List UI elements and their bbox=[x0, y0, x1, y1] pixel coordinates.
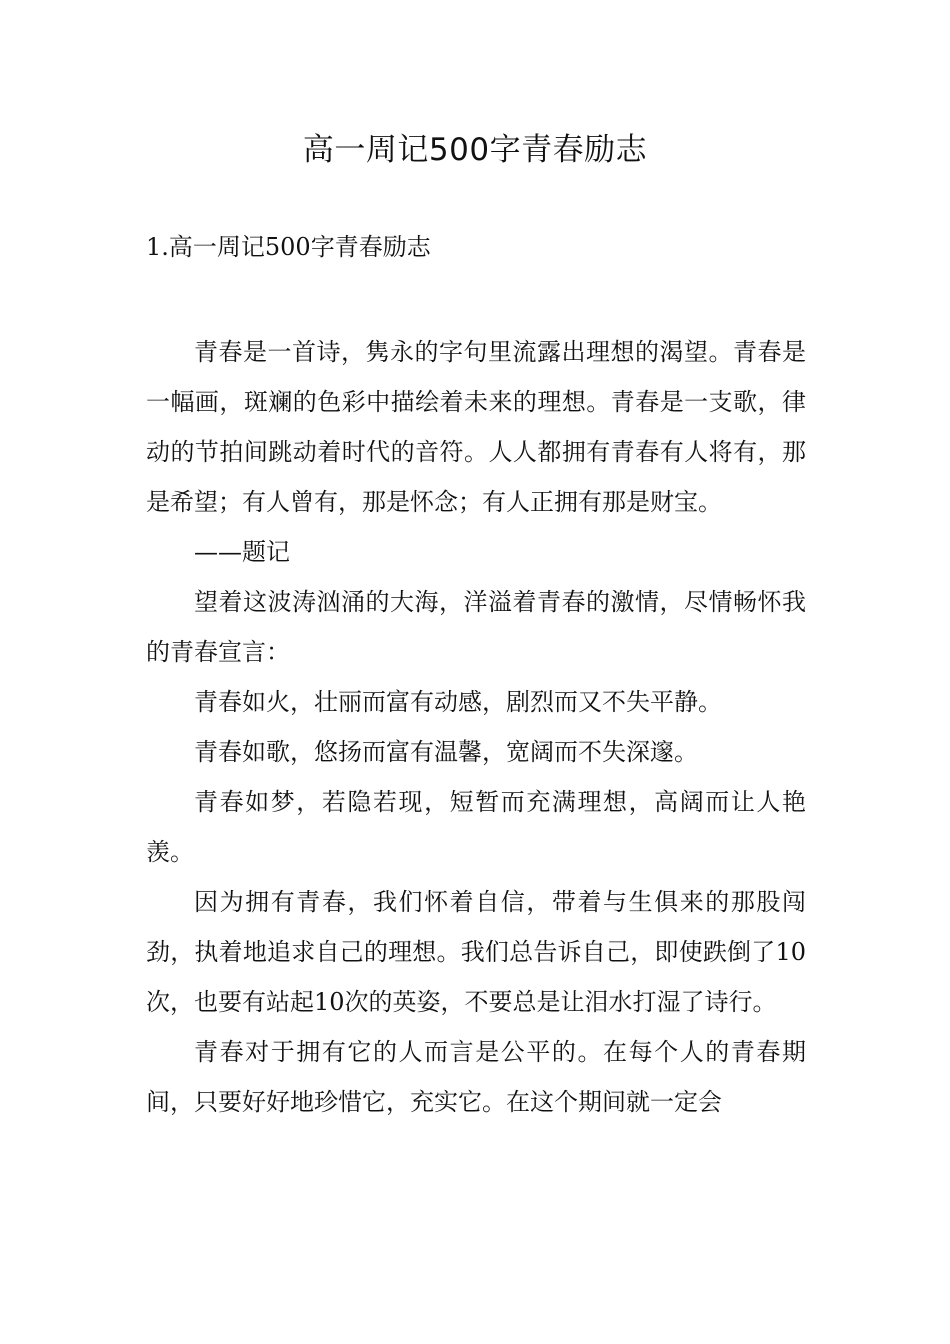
paragraph-sea: 望着这波涛汹涌的大海，洋溢着青春的激情，尽情畅怀我的青春宣言： bbox=[146, 588, 806, 666]
paragraph-intro: 青春是一首诗，隽永的字句里流露出理想的渴望。青春是一幅画，斑斓的色彩中描绘着未来的理想。青春是一支歌，律动的节拍间跳动着时代的音符。人人都拥有青春有人将有，那是希望；有人曾有，那是怀念；有人正拥有那是财宝。 bbox=[146, 338, 806, 516]
paragraph-youth-fire: 青春如火，壮丽而富有动感，剧烈而又不失平静。 bbox=[194, 688, 722, 716]
essay-body bbox=[146, 327, 806, 1127]
section-heading: 1.高一周记500字青春励志 bbox=[146, 233, 431, 261]
paragraph-youth-dream: 青春如梦，若隐若现，短暂而充满理想，高阔而让人艳羡。 bbox=[146, 788, 806, 866]
paragraph-youth-song: 青春如歌，悠扬而富有温馨，宽阔而不失深邃。 bbox=[194, 738, 698, 766]
paragraph-fairness: 青春对于拥有它的人而言是公平的。在每个人的青春期间，只要好好地珍惜它，充实它。在这个期间就一定会 bbox=[146, 1038, 806, 1116]
document-title: 高一周记500字青春励志 bbox=[302, 132, 648, 168]
paragraph-epigraph-attribution: ——题记 bbox=[194, 538, 290, 566]
paragraph-confidence: 因为拥有青春，我们怀着自信，带着与生俱来的那股闯劲，执着地追求自己的理想。我们总告诉自己，即使跌倒了10次，也要有站起10次的英姿，不要总是让泪水打湿了诗行。 bbox=[146, 888, 806, 1016]
